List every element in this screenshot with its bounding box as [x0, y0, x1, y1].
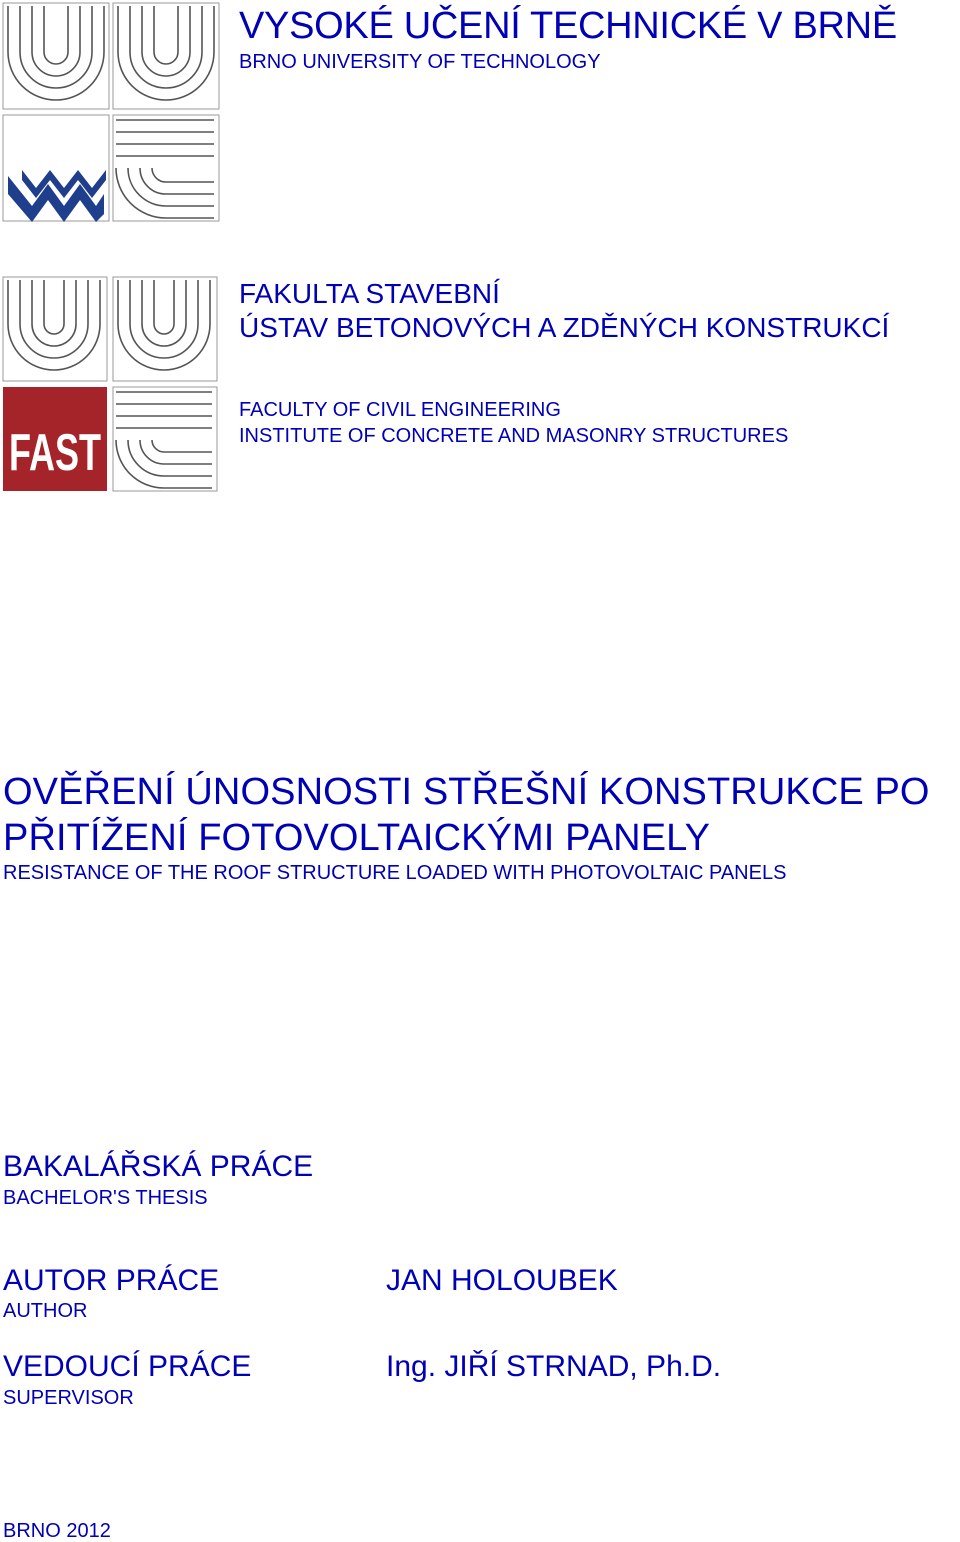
thesis-type-cz: BAKALÁŘSKÁ PRÁCE: [3, 1150, 314, 1183]
supervisor-name: Ing. JIŘÍ STRNAD, Ph.D.: [386, 1350, 722, 1383]
supervisor-label-en: SUPERVISOR: [3, 1387, 134, 1409]
university-name-cz: VYSOKÉ UČENÍ TECHNICKÉ V BRNĚ: [239, 5, 897, 47]
author-label-cz: AUTOR PRÁCE: [3, 1264, 220, 1297]
vut-logo-icon: [2, 2, 220, 222]
author-label-en: AUTHOR: [3, 1300, 88, 1322]
thesis-title-cz-line2: PŘITÍŽENÍ FOTOVOLTAICKÝMI PANELY: [3, 817, 711, 859]
faculty-name-cz: FAKULTA STAVEBNÍ: [239, 278, 500, 309]
supervisor-label-cz: VEDOUCÍ PRÁCE: [3, 1350, 252, 1383]
fast-logo-icon: [2, 276, 218, 492]
faculty-name-en: FACULTY OF CIVIL ENGINEERING: [239, 399, 561, 421]
thesis-title-cz-line1: OVĚŘENÍ ÚNOSNOSTI STŘEŠNÍ KONSTRUKCE PO: [3, 771, 930, 813]
author-name: JAN HOLOUBEK: [386, 1264, 618, 1297]
place-and-year: BRNO 2012: [3, 1520, 111, 1542]
fast-logo-text: FAST: [9, 424, 102, 482]
institute-name-en: INSTITUTE OF CONCRETE AND MASONRY STRUCTURES: [239, 425, 789, 447]
thesis-title-en: RESISTANCE OF THE ROOF STRUCTURE LOADED WITH PHOTOVOLTAIC PANELS: [3, 862, 787, 884]
thesis-type-en: BACHELOR'S THESIS: [3, 1187, 208, 1209]
institute-name-cz: ÚSTAV BETONOVÝCH A ZDĚNÝCH KONSTRUKCÍ: [239, 312, 890, 343]
university-name-en: BRNO UNIVERSITY OF TECHNOLOGY: [239, 51, 601, 73]
